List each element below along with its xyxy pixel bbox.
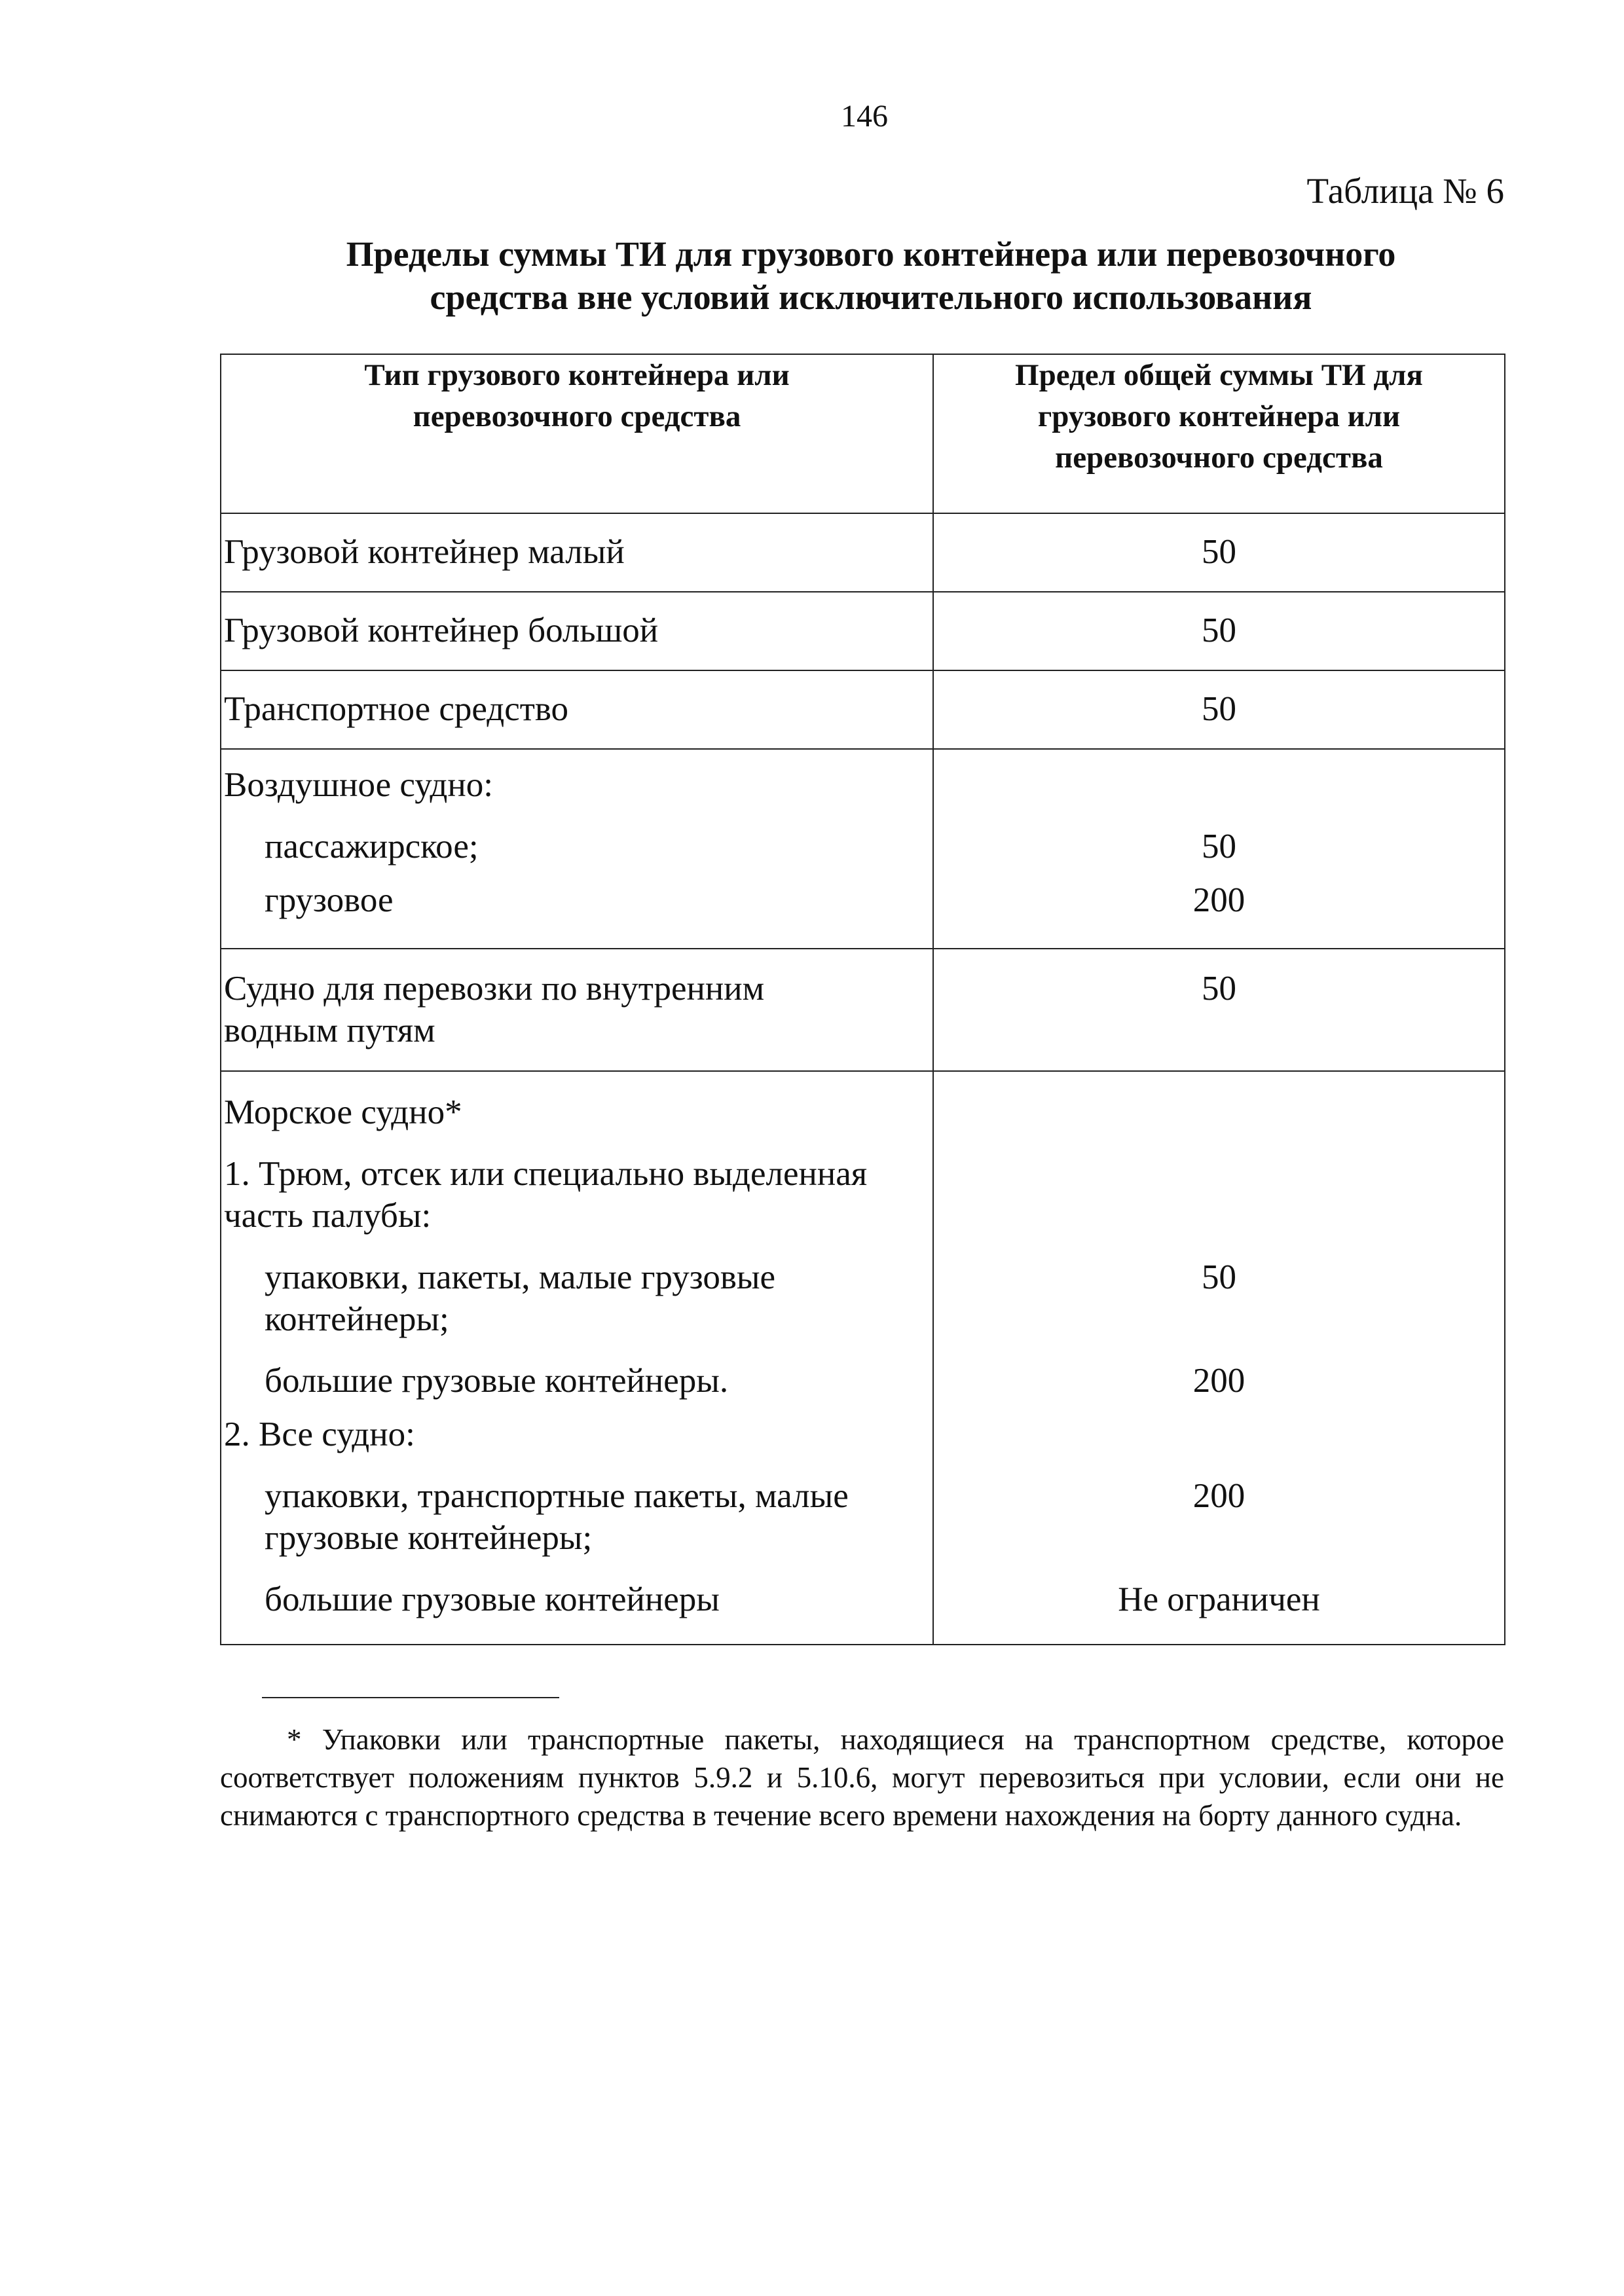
cell-type — [221, 949, 933, 1071]
sea-section1-line-1: 1. Трюм, отсек или специально выделенная — [224, 1155, 868, 1193]
cell-type — [221, 670, 933, 749]
page-number: 146 — [841, 99, 888, 134]
inland-value: 50 — [1202, 970, 1236, 1008]
small-container-value: 50 — [1202, 533, 1236, 571]
sea-label: Морское судно* — [224, 1093, 462, 1131]
aircraft-cargo-value: 200 — [1192, 881, 1246, 919]
sea-s2-large-label: большие грузовые контейнеры — [265, 1580, 720, 1618]
table-row-sea-vessel — [221, 1071, 1505, 1645]
header-container-type — [221, 354, 933, 513]
header-ti-limit — [933, 354, 1505, 513]
table-row-vehicle — [221, 670, 1505, 749]
cell-type — [221, 592, 933, 670]
inland-label-line-1: Судно для перевозки по внутренним — [224, 970, 765, 1008]
sea-section2-label: 2. Все судно: — [224, 1415, 415, 1453]
sea-s2-packages-line-1: упаковки, транспортные пакеты, малые — [265, 1477, 849, 1515]
table-header-row — [221, 354, 1505, 513]
table-row-small-container — [221, 513, 1505, 592]
table-title-line-1: Пределы суммы ТИ для грузового контейнера или перевозочного — [346, 234, 1396, 274]
cell-limit — [933, 1071, 1505, 1645]
cell-type — [221, 1071, 933, 1645]
cell-limit — [933, 749, 1505, 949]
table-row-large-container — [221, 592, 1505, 670]
sea-s1-large-value: 200 — [1192, 1362, 1246, 1400]
header-container-type-line-2: перевозочного средства — [413, 399, 741, 433]
sea-s1-packages-line-1: упаковки, пакеты, малые грузовые — [265, 1258, 776, 1296]
large-container-value: 50 — [1202, 611, 1236, 649]
header-ti-limit-line-2: грузового контейнера или — [1037, 399, 1401, 433]
large-container-label: Грузовой контейнер большой — [224, 611, 659, 649]
aircraft-passenger-label: пассажирское; — [265, 828, 479, 866]
small-container-label: Грузовой контейнер малый — [224, 533, 625, 571]
vehicle-label: Транспортное средство — [224, 690, 569, 728]
sea-s2-large-value: Не ограничен — [1118, 1580, 1320, 1618]
sea-s2-packages-line-2: грузовые контейнеры; — [265, 1519, 593, 1557]
table-title-line-2: средства вне условий исключительного использования — [430, 278, 1312, 317]
sea-s2-packages-value: 200 — [1192, 1477, 1246, 1515]
sea-s1-packages-line-2: контейнеры; — [265, 1300, 449, 1338]
cell-limit — [933, 949, 1505, 1071]
cell-type — [221, 749, 933, 949]
cell-limit — [933, 513, 1505, 592]
header-ti-limit-line-1: Предел общей суммы ТИ для — [1015, 358, 1423, 392]
ti-limits-table — [220, 354, 1505, 1645]
cell-type — [221, 513, 933, 592]
table-label: Таблица № 6 — [1306, 171, 1504, 211]
aircraft-passenger-value: 50 — [1202, 828, 1236, 866]
cell-limit — [933, 670, 1505, 749]
table-row-aircraft — [221, 749, 1505, 949]
vehicle-value: 50 — [1202, 690, 1236, 728]
aircraft-cargo-label: грузовое — [265, 881, 394, 919]
table-row-inland-vessel — [221, 949, 1505, 1071]
aircraft-label: Воздушное судно: — [224, 766, 493, 804]
footnote-separator — [262, 1697, 559, 1698]
cell-limit — [933, 592, 1505, 670]
sea-section1-line-2: часть палубы: — [224, 1197, 432, 1235]
inland-label-line-2: водным путям — [224, 1011, 435, 1049]
footnote: * Упаковки или транспортные пакеты, находящиеся на транспортном средстве, которое соответствует положениям пунктов 5.9.2 и 5.10.6, могут перевозиться при условии, если они не снимаются с транспортного средства в течение всего времени нахождения на борту данного судна. — [220, 1723, 1504, 1832]
table-title — [216, 232, 1526, 319]
sea-s1-packages-value: 50 — [1202, 1258, 1236, 1296]
sea-s1-large-label: большие грузовые контейнеры. — [265, 1362, 729, 1400]
header-ti-limit-line-3: перевозочного средства — [1055, 441, 1383, 475]
header-container-type-line-1: Тип грузового контейнера или — [364, 358, 790, 392]
